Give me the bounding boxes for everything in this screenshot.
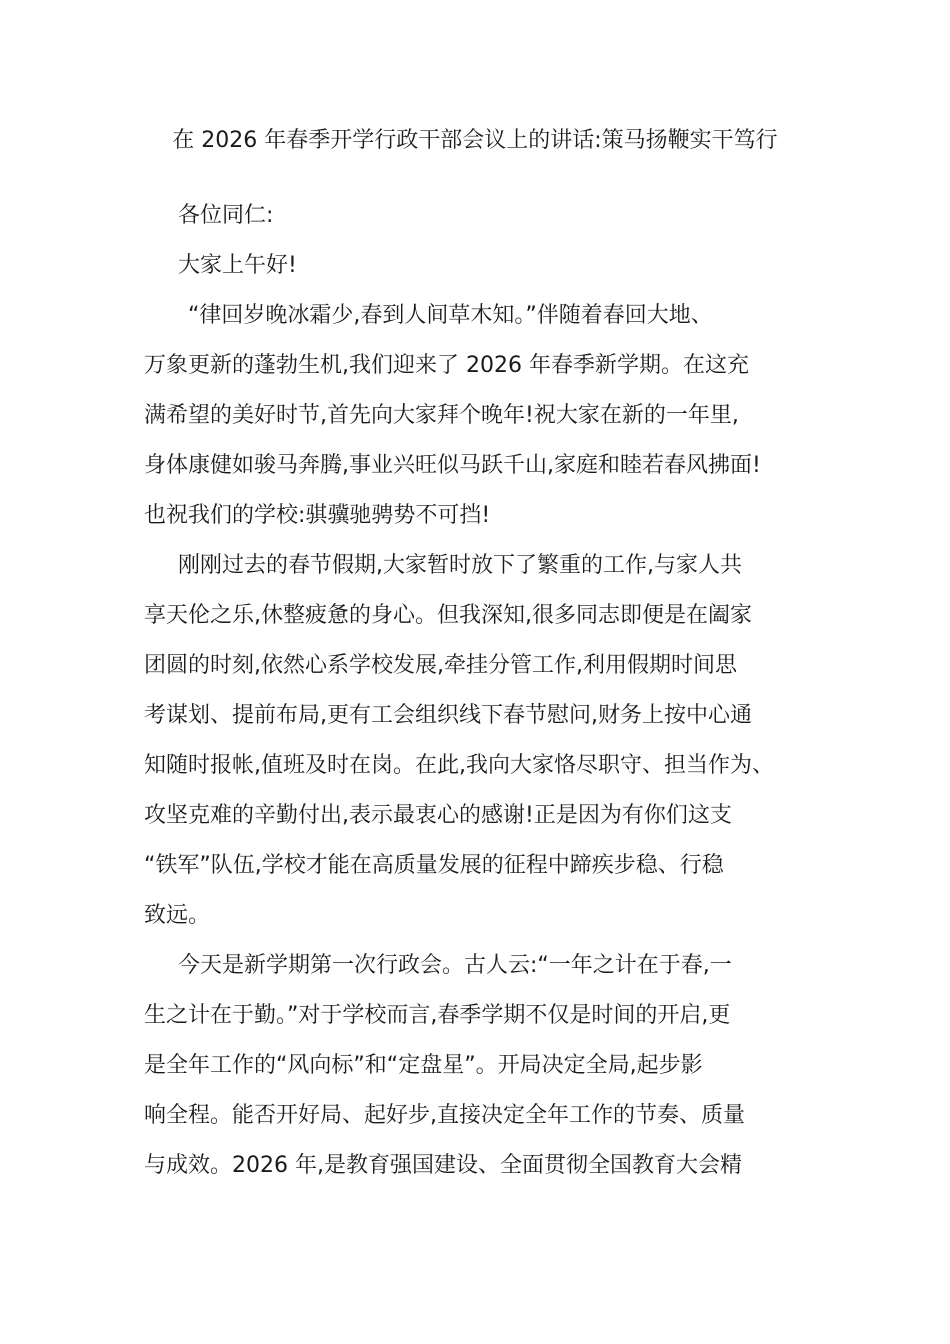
paragraph-line: 享天伦之乐,休整疲惫的身心。但我深知,很多同志即便是在阖家: [144, 603, 752, 628]
paragraph-line: 生之计在于勤。”对于学校而言,春季学期不仅是时间的开启,更: [144, 1003, 731, 1028]
paragraph-line: 团圆的时刻,依然心系学校发展,牵挂分管工作,利用假期时间思: [144, 653, 737, 678]
salutation-line: 各位同仁:: [178, 203, 274, 228]
paragraph-line: 攻坚克难的辛勤付出,表示最衷心的感谢!正是因为有你们这支: [144, 803, 732, 828]
document-title: 在 2026 年春季开学行政干部会议上的讲话:策马扬鞭实干笃行: [172, 128, 778, 153]
paragraph-line: 刚刚过去的春节假期,大家暂时放下了繁重的工作,与家人共: [178, 553, 742, 578]
paragraph-line: 响全程。能否开好局、起好步,直接决定全年工作的节奏、质量: [144, 1103, 745, 1128]
paragraph-line: 知随时报帐,值班及时在岗。在此,我向大家恪尽职守、担当作为、: [144, 753, 774, 778]
paragraph-line: 也祝我们的学校:骐骥驰骋势不可挡!: [144, 503, 491, 528]
document-body: [144, 191, 816, 1191]
paragraph-line: “律回岁晚冰霜少,春到人间草木知。”伴随着春回大地、: [188, 303, 713, 328]
paragraph-line: 是全年工作的“风向标”和“定盘星”。开局决定全局,起步影: [144, 1053, 703, 1078]
paragraph-line: 致远。: [144, 903, 211, 928]
paragraph-line: 今天是新学期第一次行政会。古人云:“一年之计在于春,一: [178, 953, 732, 978]
greeting-line: 大家上午好!: [178, 253, 297, 278]
paragraph-line: 万象更新的蓬勃生机,我们迎来了 2026 年春季新学期。在这充: [144, 353, 749, 378]
paragraph-line: 考谋划、提前布局,更有工会组织线下春节慰问,财务上按中心通: [144, 703, 752, 728]
paragraph-line: 身体康健如骏马奔腾,事业兴旺似马跃千山,家庭和睦若春风拂面!: [144, 453, 761, 478]
paragraph-line: 与成效。2026 年,是教育强国建设、全面贯彻全国教育大会精: [144, 1153, 742, 1178]
paragraph-line: 满希望的美好时节,首先向大家拜个晚年!祝大家在新的一年里,: [144, 403, 739, 428]
paragraph-line: “铁军”队伍,学校才能在高质量发展的征程中蹄疾步稳、行稳: [144, 853, 724, 878]
